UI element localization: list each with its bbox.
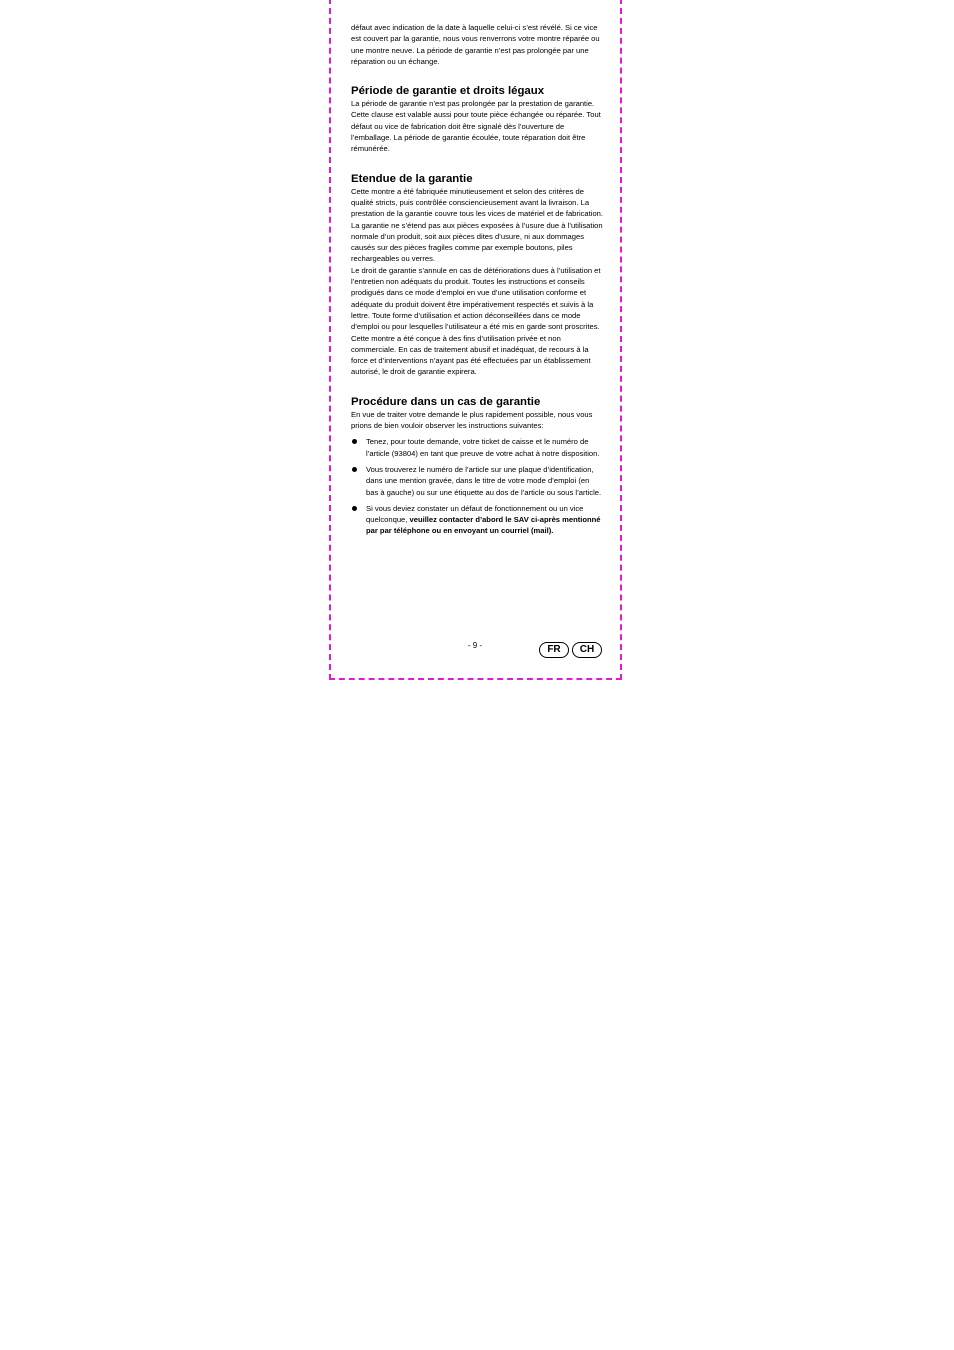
list-item-text: Si vous deviez constater un défaut de fonctionnement ou un vice quelconque, <box>366 503 584 525</box>
bullet-icon <box>352 439 357 444</box>
page-content <box>351 22 603 542</box>
section-heading-warranty-period: Période de garantie et droits légaux <box>351 85 545 98</box>
warranty-period-paragraph: La période de garantie n’est pas prolongée par la prestation de garantie. Cette clause est valable aussi pour toute pièce échangée ou réparée. Tout défaut ou vice de fabrication doit être signalé dès l’ouverture de l’emballage. La période de garantie écoulée, toute réparation doit être rémunérée. <box>351 99 601 154</box>
list-item <box>351 436 603 459</box>
bullet-icon <box>352 467 357 472</box>
list-item <box>351 503 603 537</box>
warranty-scope-paragraph-1: Cette montre a été fabriquée minutieusement et selon des critères de qualité stricts, puis contrôlée consciencieusement avant la livraison. La prestation de la garantie couvre tous les vices de matériel et de fabrication. La garantie ne s’étend pas aux pièces exposées à l’usure due à l’utilisation normale d’un produit, soit aux pièces dites d’usure, ni aux dommages causés sur des pièces fragiles comme par exemple boutons, piles rechargeables ou verres. <box>351 186 603 264</box>
list-item-text: Tenez, pour toute demande, votre ticket de caisse et le numéro de l’article (93804) en tant que preuve de votre achat à notre disposition. <box>366 437 600 458</box>
procedure-list <box>351 436 603 536</box>
contact-instruction: veuillez contacter d’abord le SAV ci-après mentionné par par téléphone ou en envoyant un courriel (mail). <box>366 515 601 536</box>
language-badge-ch: CH <box>572 642 602 658</box>
language-badge-fr: FR <box>539 642 569 658</box>
section-heading-warranty-scope: Etendue de la garantie <box>351 172 473 185</box>
bullet-icon <box>352 506 357 511</box>
list-item-text: Vous trouverez le numéro de l’article sur une plaque d’identification, dans une mention gravée, dans le titre de votre mode d’emploi (en bas à gauche) ou sur une étiquette au dos de l’article ou sous l’article. <box>366 464 602 497</box>
list-item <box>351 464 603 498</box>
warranty-scope-paragraph-2: Le droit de garantie s’annule en cas de détériorations dues à l’utilisation et l’entretien non adéquats du produit. Toutes les instructions et conseils prodigués dans ce mode d’emploi en vue d’une utilisation conforme et adéquate du produit doivent être impérativement respectés et suivis à la lettre. Toute forme d’utilisation et action déconseillées dans ce mode d’emploi ou pour lesquelles l’utilisateur a été mis en garde sont proscrites. <box>351 265 601 332</box>
warranty-scope-paragraph-3: Cette montre a été conçue à des fins d’utilisation privée et non commerciale. En cas de traitement abusif et inadéquat, de recours à la force et d’interventions n’ayant pas été effectuées par un établissement autorisé, le droit de garantie expirera. <box>351 333 591 377</box>
intro-paragraph: défaut avec indication de la date à laquelle celui-ci s’est révélé. Si ce vice est couvert par la garantie, nous vous renverrons votre montre réparée ou une montre neuve. La période de garantie n’est pas prolongée par une réparation ou un échange. <box>351 23 600 66</box>
page-number: - 9 - <box>467 641 483 650</box>
procedure-intro-paragraph: En vue de traiter votre demande le plus rapidement possible, nous vous prions de bien vouloir observer les instructions suivantes: <box>351 409 593 431</box>
section-heading-warranty-procedure: Procédure dans un cas de garantie <box>351 395 541 408</box>
